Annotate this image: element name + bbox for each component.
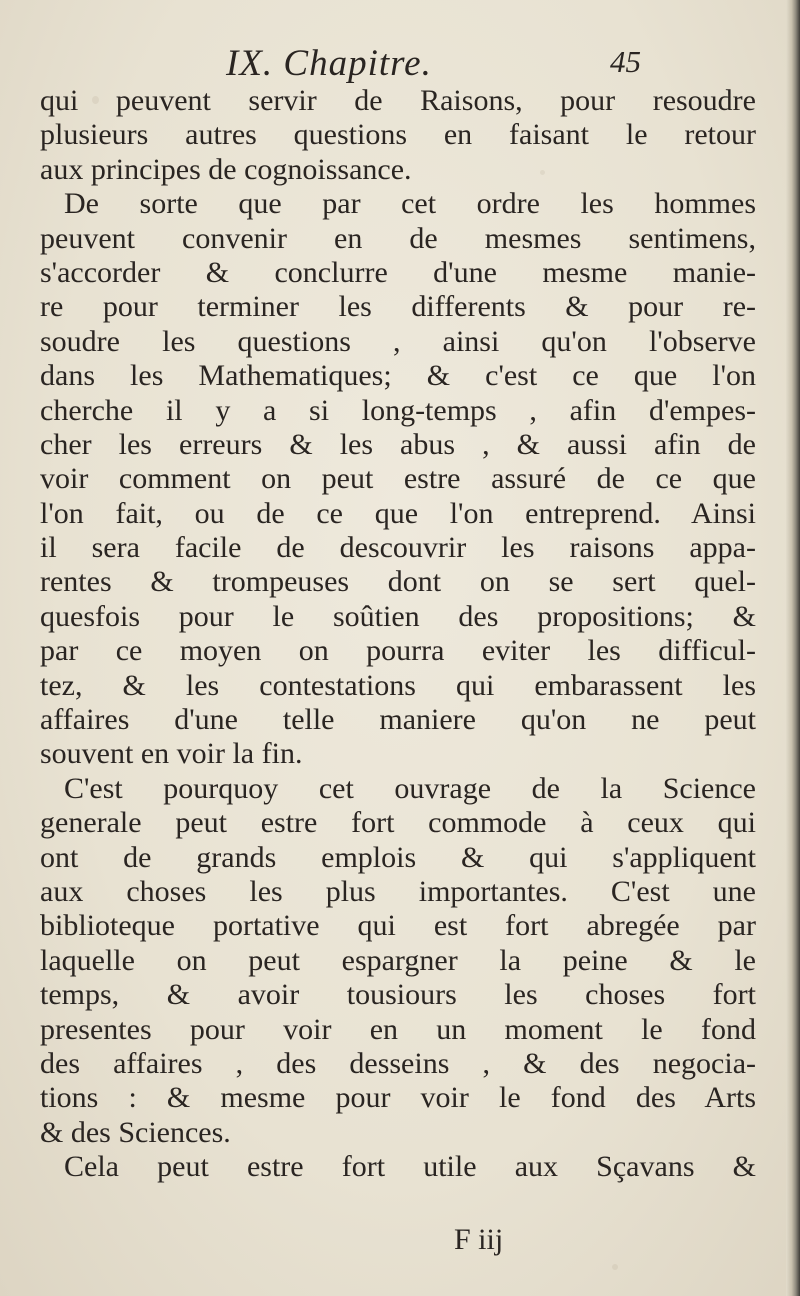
text-line: voir comment on peut estre assuré de ce que	[40, 462, 756, 496]
text-line: tez, & les contestations qui embarassent les	[40, 668, 756, 702]
chapter-title: IX. Chapitre.	[226, 43, 432, 84]
text-line: cher les erreurs & les abus , & aussi afin de	[40, 427, 756, 461]
text-line: presentes pour voir en un moment le fond	[40, 1012, 756, 1046]
text-line: tions : & mesme pour voir le fond des Arts	[40, 1081, 756, 1115]
page-number: 45	[610, 44, 641, 79]
text-line: souvent en voir la fin.	[40, 737, 303, 771]
text-line: Cela peut estre fort utile aux Sçavans &	[64, 1150, 756, 1184]
text-line: ont de grands emplois & qui s'appliquent	[40, 840, 756, 874]
text-line: dans les Mathematiques; & c'est ce que l'on	[40, 359, 756, 393]
text-line: affaires d'une telle maniere qu'on ne peut	[40, 703, 756, 737]
text-line: re pour terminer les differents & pour re-	[40, 290, 756, 324]
text-line: temps, & avoir tousiours les choses fort	[40, 978, 756, 1012]
text-line: aux choses les plus importantes. C'est une	[40, 874, 756, 908]
text-line: rentes & trompeuses dont on se sert quel-	[40, 565, 756, 599]
text-line: biblioteque portative qui est fort abregée par	[40, 909, 756, 943]
text-line: De sorte que par cet ordre les hommes	[64, 187, 756, 221]
text-line: C'est pourquoy cet ouvrage de la Science	[64, 771, 756, 805]
text-line: & des Sciences.	[40, 1115, 231, 1149]
text-line: cherche il y a si long-temps , afin d'empes-	[40, 393, 756, 427]
paper-spot	[612, 1264, 618, 1270]
text-line: quesfois pour le soûtien des propositions; &	[40, 599, 756, 633]
text-line: aux principes de cognoissance.	[40, 152, 412, 186]
text-line: plusieurs autres questions en faisant le retour	[40, 118, 756, 152]
text-line: peuvent convenir en de mesmes sentimens,	[40, 221, 756, 255]
text-line: des affaires , des desseins , & des negocia-	[40, 1046, 756, 1080]
text-line: par ce moyen on pourra eviter les difficul-	[40, 634, 756, 668]
signature-mark: F iij	[454, 1223, 504, 1256]
text-line: laquelle on peut espargner la peine & le	[40, 943, 756, 977]
text-line: l'on fait, ou de ce que l'on entreprend. Ainsi	[40, 496, 756, 530]
text-line: il sera facile de descouvrir les raisons appa-	[40, 531, 756, 565]
body-text	[40, 84, 756, 1185]
text-line: s'accorder & conclurre d'une mesme manie-	[40, 255, 756, 289]
text-line: generale peut estre fort commode à ceux qui	[40, 806, 756, 840]
text-line: soudre les questions , ainsi qu'on l'observe	[40, 324, 756, 358]
text-line: qui peuvent servir de Raisons, pour resoudre	[40, 84, 756, 117]
page-edge-shadow	[786, 0, 800, 1296]
